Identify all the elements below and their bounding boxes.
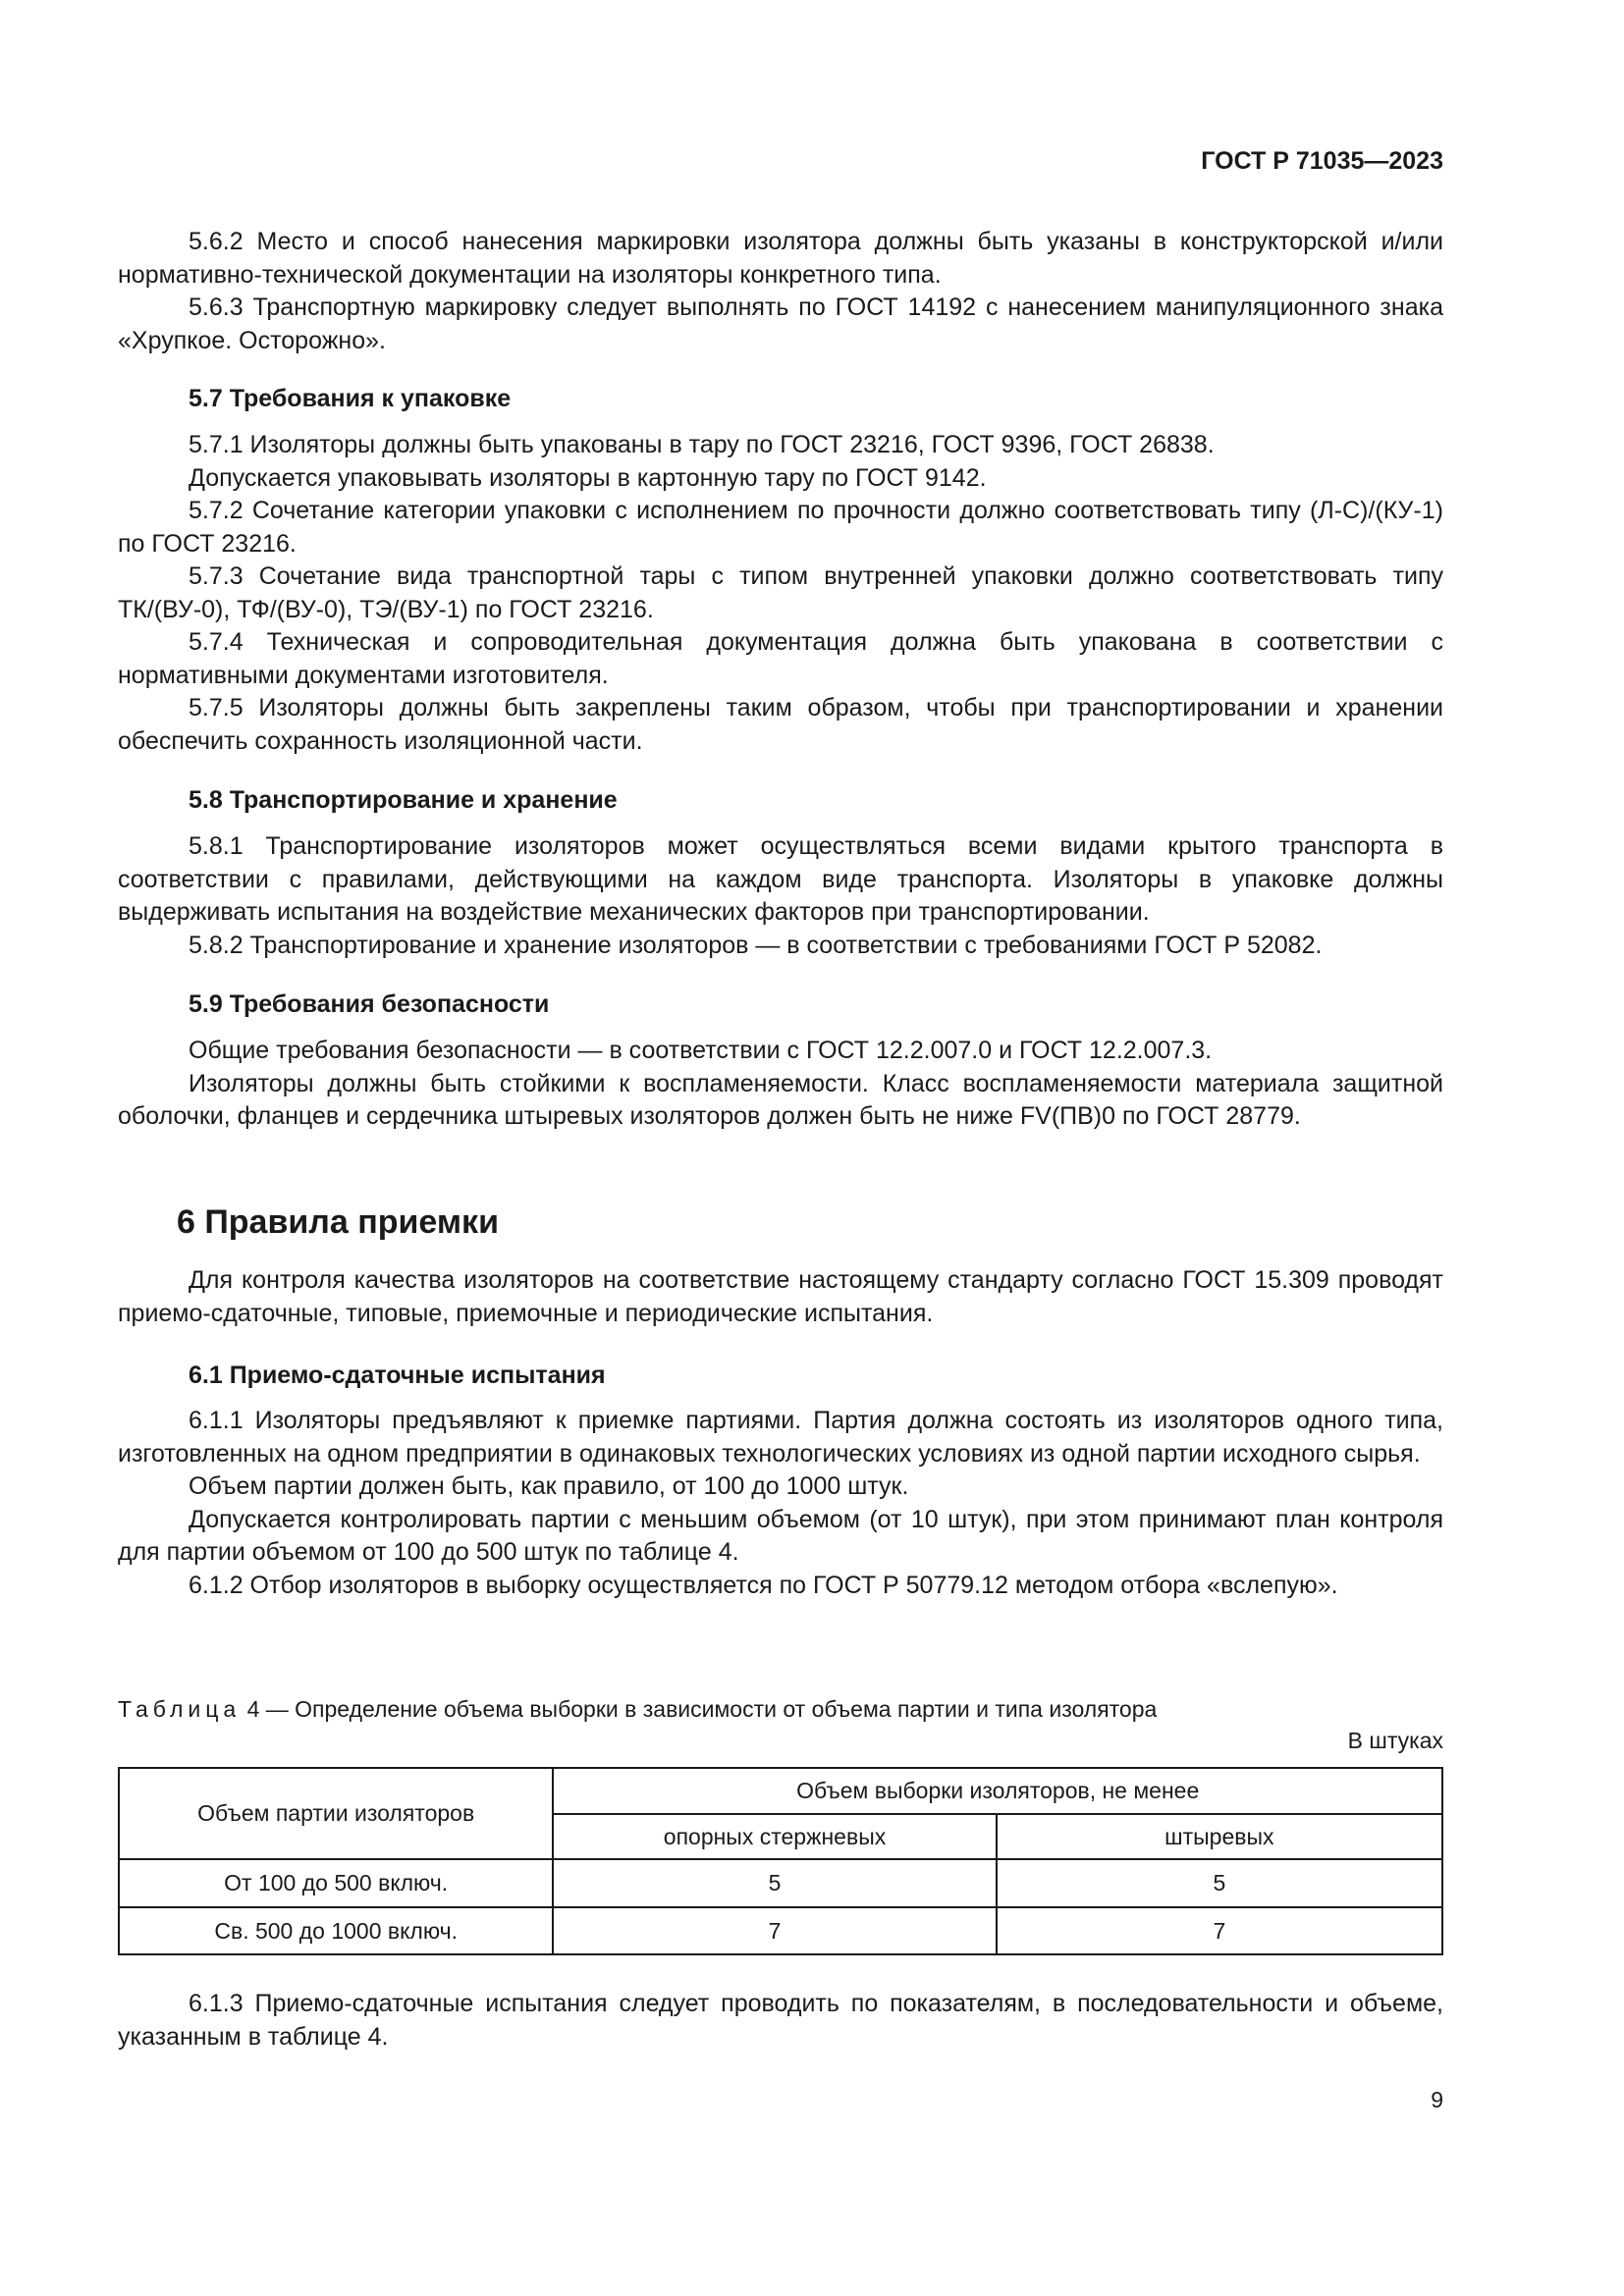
section-6-1-3-text <box>118 1988 1443 2054</box>
table-cell: Св. 500 до 1000 включ. <box>119 1907 553 1954</box>
table-subheader-pin: штыревых <box>997 1814 1442 1859</box>
table-caption <box>118 1696 1157 1723</box>
section-5-6-text <box>118 226 1443 357</box>
paragraph: Объем партии должен быть, как правило, от 100 до 1000 штук. <box>189 1472 909 1500</box>
paragraph: 5.8.1 Транспортирование изоляторов может осуществляться всеми видами крытого транспорта в соответствии с правилами, действующими на каждом виде транспорта. Изоляторы в упаковке должны выдерживать испытания на воздействие механических факторов при транспортировании. <box>118 832 1443 926</box>
section-6-text <box>118 1264 1443 1330</box>
table-caption-word: Таблица <box>118 1696 242 1722</box>
heading-6-1: 6.1 Приемо-сдаточные испытания <box>189 1362 606 1389</box>
paragraph: Общие требования безопасности — в соответствии с ГОСТ 12.2.007.0 и ГОСТ 12.2.007.3. <box>189 1037 1213 1064</box>
table-cell: 7 <box>553 1907 996 1954</box>
paragraph: 6.1.2 Отбор изоляторов в выборку осуществляется по ГОСТ Р 50779.12 методом отбора «вслепую». <box>189 1571 1338 1599</box>
table-cell: 7 <box>997 1907 1442 1954</box>
paragraph: 6.1.1 Изоляторы предъявляют к приемке партиями. Партия должна состоять из изоляторов одного типа, изготовленных на одном предприятии в одинаковых технологических условиях из одной партии исходного сырья. <box>118 1407 1443 1468</box>
table-cell: 5 <box>553 1859 996 1907</box>
page-number: 9 <box>1431 2087 1443 2112</box>
table-caption-title: 4 — Определение объема выборки в зависимости от объема партии и типа изолятора <box>241 1696 1158 1722</box>
table-cell: 5 <box>997 1859 1442 1907</box>
paragraph: 5.6.2 Место и способ нанесения маркировки изолятора должны быть указаны в конструкторской и/или нормативно-технической документации на изоляторы конкретного типа. <box>118 228 1443 289</box>
paragraph: Допускается контролировать партии с меньшим объемом (от 10 штук), при этом принимают план контроля для партии объемом от 100 до 500 штук по таблице 4. <box>118 1505 1443 1566</box>
paragraph: 5.8.2 Транспортирование и хранение изоляторов — в соответствии с требованиями ГОСТ Р 52082. <box>189 931 1323 959</box>
paragraph: Изоляторы должны быть стойкими к воспламеняемости. Класс воспламеняемости материала защитной оболочки, фланцев и сердечника штыревых изоляторов должен быть не ниже FV(ПВ)0 по ГОСТ 28779. <box>118 1069 1443 1130</box>
table-subheader-post-rod: опорных стержневых <box>553 1814 996 1859</box>
table-units: В штуках <box>1347 1728 1443 1753</box>
paragraph: 6.1.3 Приемо-сдаточные испытания следует проводить по показателям, в последовательности и объеме, указанным в таблице 4. <box>118 1990 1443 2051</box>
table-header-sample-size: Объем выборки изоляторов, не менее <box>553 1768 1442 1814</box>
paragraph: 5.6.3 Транспортную маркировку следует выполнять по ГОСТ 14192 с нанесением манипуляционного знака «Хрупкое. Осторожно». <box>118 294 1443 354</box>
table-cell: От 100 до 500 включ. <box>119 1859 553 1907</box>
sample-size-table <box>118 1767 1443 1955</box>
section-5-9-text <box>118 1035 1443 1134</box>
section-5-8-text <box>118 830 1443 962</box>
section-5-7-text <box>118 429 1443 758</box>
paragraph: Допускается упаковывать изоляторы в картонную тару по ГОСТ 9142. <box>189 463 987 492</box>
paragraph: 5.7.5 Изоляторы должны быть закреплены таким образом, чтобы при транспортировании и хранении обеспечить сохранность изоляционной части. <box>118 694 1443 755</box>
heading-5-9: 5.9 Требования безопасности <box>189 990 550 1018</box>
paragraph: 5.7.3 Сочетание вида транспортной тары с типом внутренней упаковки должно соответствовать типу ТК/(ВУ-0), ТФ/(ВУ-0), ТЭ/(ВУ-1) по ГОСТ 23216. <box>118 562 1443 623</box>
table-header-lot-size: Объем партии изоляторов <box>119 1768 553 1859</box>
document-header: ГОСТ Р 71035—2023 <box>1201 147 1443 175</box>
paragraph: Для контроля качества изоляторов на соответствие настоящему стандарту согласно ГОСТ 15.309 проводят приемо-сдаточные, типовые, приемочные и периодические испытания. <box>118 1266 1443 1327</box>
table-row <box>119 1859 1442 1907</box>
heading-6: 6 Правила приемки <box>177 1203 499 1241</box>
paragraph: 5.7.2 Сочетание категории упаковки с исполнением по прочности должно соответствовать типу (Л-С)/(КУ-1) по ГОСТ 23216. <box>118 497 1443 558</box>
heading-5-8: 5.8 Транспортирование и хранение <box>189 786 618 814</box>
paragraph: 5.7.4 Техническая и сопроводительная документация должна быть упакована в соответствии с нормативными документами изготовителя. <box>118 628 1443 689</box>
section-6-1-text <box>118 1405 1443 1602</box>
table-row <box>119 1907 1442 1954</box>
paragraph: 5.7.1 Изоляторы должны быть упакованы в тару по ГОСТ 23216, ГОСТ 9396, ГОСТ 26838. <box>189 431 1215 458</box>
heading-5-7: 5.7 Требования к упаковке <box>189 385 512 412</box>
